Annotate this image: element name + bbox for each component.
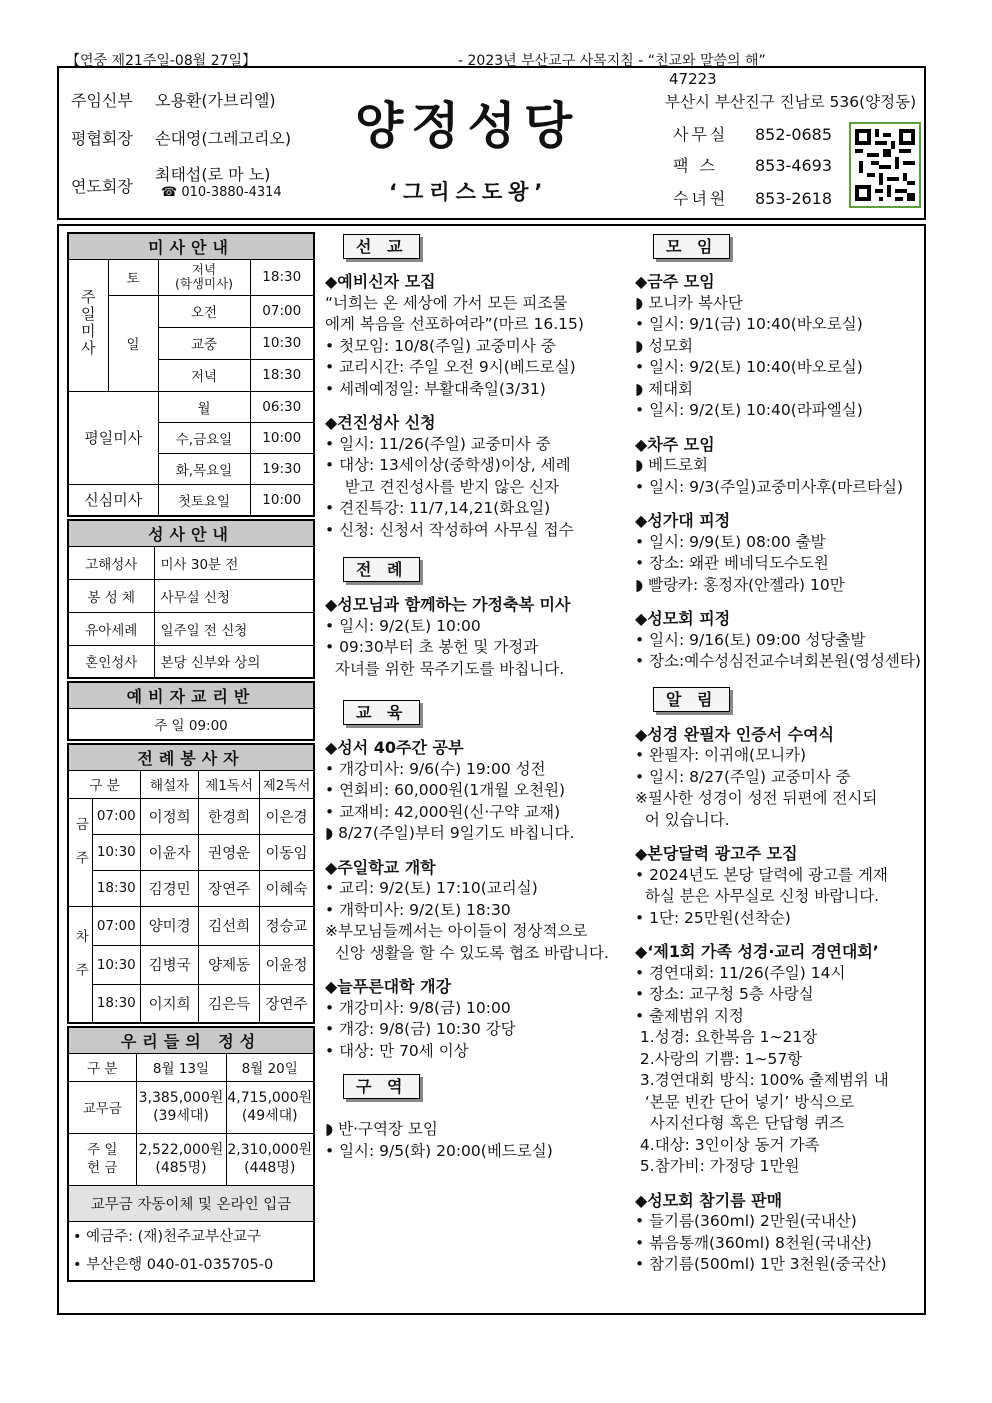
- article-line: • 견진특강: 11/7,14,21(화요일): [325, 499, 551, 517]
- right-column: [635, 234, 925, 1276]
- mass-time: 06:30: [250, 391, 314, 422]
- server-name: 이동임: [260, 834, 314, 870]
- offering-table: [67, 1026, 315, 1282]
- article-line: • 개강: 9/8(금) 10:30 강당: [325, 1020, 516, 1038]
- article-line: 5.참가비: 가정당 1만원: [635, 1157, 800, 1175]
- sacraments-table: [67, 519, 315, 679]
- bulletin-body: [57, 224, 926, 1315]
- weekday-mass-label: 평일미사: [68, 391, 158, 484]
- server-name: 이윤자: [141, 834, 199, 870]
- article-line: • 장소:예수성심전교수녀회본원(영성센타): [635, 652, 921, 670]
- article-title: ◆성모회 피정: [635, 609, 731, 628]
- sacraments-header: 성사안내: [68, 520, 314, 546]
- server-time: 07:00: [92, 798, 141, 834]
- mass-time: 07:00: [250, 295, 314, 327]
- article-line: • 세례예정일: 부활대축일(3/31): [325, 379, 546, 398]
- article-line: • 경연대회: 11/26(주일) 14시: [635, 963, 846, 982]
- server-name: 장연주: [260, 984, 314, 1023]
- servers-col-header: 해설자: [141, 770, 199, 798]
- officer-council: 평협회장 손대영(그레고리오): [71, 129, 292, 148]
- sacrament-desc: 미사 30분 전: [154, 546, 314, 579]
- district-section: [325, 1119, 621, 1162]
- middle-column: [325, 234, 621, 1162]
- article-title: ◆성가대 피정: [635, 511, 731, 530]
- article-title: ◆‘제1회 가족 성경·교리 경연대회’: [635, 942, 879, 961]
- mass-time: 18:30: [250, 359, 314, 391]
- article-title: ◆예비신자 모집: [325, 272, 436, 291]
- mass-schedule-table: [67, 232, 315, 517]
- bank-info: • 예금주: (재)천주교부산교구 • 부산은행 040-01-035705-0: [68, 1221, 314, 1281]
- article-title: ◆성모님과 함께하는 가정축복 미사: [325, 595, 571, 614]
- server-name: 정승교: [260, 906, 314, 945]
- article-line: ◗ 제대회: [635, 379, 694, 398]
- article-title: ◆금주 모임: [635, 272, 715, 291]
- article-line: ◗ 8/27(주일)부터 9일기도 바칩니다.: [325, 824, 575, 842]
- offering-col-header: 구 분: [68, 1053, 136, 1081]
- article-line: 어 있습니다.: [635, 810, 730, 829]
- article-line: • 일시: 9/2(토) 10:40(라파엘실): [635, 401, 863, 419]
- offering-col-header: 8월 13일: [136, 1053, 226, 1081]
- article-line: • 대상: 만 70세 이상: [325, 1041, 469, 1060]
- mass-time: 18:30: [250, 259, 314, 295]
- address: 부산시 부산진구 진남로 536(양정동): [665, 93, 917, 111]
- mass-time: 10:00: [250, 484, 314, 516]
- sacrament-desc: 본당 신부와 상의: [154, 645, 314, 678]
- article-line: • 연회비: 60,000원(1개월 오천원): [325, 781, 566, 799]
- server-name: 이정희: [141, 798, 199, 834]
- article-line: • 대상: 13세이상(중학생)이상, 세례: [325, 456, 571, 474]
- section-tag-liturgy: 전 례: [343, 557, 420, 582]
- article-line: • 신청: 신청서 작성하여 사무실 접수: [325, 520, 574, 539]
- mass-schedule-header: 미사안내: [68, 233, 314, 259]
- article-line: • 일시: 11/26(주일) 교중미사 중: [325, 434, 551, 453]
- sacrament-name: 혼인성사: [68, 645, 154, 678]
- article-line: 자녀를 위한 묵주기도를 바칩니다.: [325, 659, 565, 678]
- server-name: 김은득: [199, 984, 260, 1023]
- article-line: • 일시: 9/2(토) 10:00: [325, 616, 481, 635]
- article-line: • 첫모임: 10/8(주일) 교중미사 중: [325, 336, 556, 355]
- mission-section: [325, 271, 621, 541]
- section-tag-mission: 선 교: [343, 234, 420, 259]
- servers-table: [67, 743, 315, 1024]
- auto-transfer-header: 교무금 자동이체 및 온라인 입금: [68, 1185, 314, 1221]
- article-title: ◆차주 모임: [635, 434, 715, 454]
- article-line: ◗ 모니카 복사단: [635, 293, 743, 312]
- article-title: ◆본당달력 광고주 모집: [635, 844, 798, 863]
- section-tag-meetings: 모 임: [653, 234, 730, 259]
- article-line: • 볶음통깨(360ml) 8천원(국내산): [635, 1233, 872, 1252]
- section-tag-notices: 알 림: [653, 687, 730, 712]
- article-line: • 1단: 25만원(선착순): [635, 908, 791, 927]
- mass-name: 월: [158, 391, 250, 422]
- officer-phone: ☎ 010-3880-4314: [161, 185, 282, 200]
- server-name: 이은경: [260, 798, 314, 834]
- article-line: • 교리: 9/2(토) 17:10(교리실): [325, 879, 538, 897]
- server-name: 양미경: [141, 906, 199, 945]
- sacrament-desc: 일주일 전 신청: [154, 612, 314, 645]
- phone-fax: 팩 스 853-4693: [673, 156, 833, 175]
- server-name: 이지희: [141, 984, 199, 1023]
- officer-yeondo: 연도회장 최태섭(로 마 노) ☎ 010-3880-4314: [71, 165, 282, 200]
- mass-name: 교중: [158, 327, 250, 359]
- mass-name: 첫토요일: [158, 484, 250, 516]
- officer-pastor: 주임신부 오용환(가브리엘): [71, 91, 276, 110]
- server-name: 이혜숙: [260, 870, 314, 906]
- server-time: 10:30: [92, 945, 141, 984]
- mass-time: 10:00: [250, 422, 314, 453]
- article-line: • 2024년도 본당 달력에 광고를 게재: [635, 865, 888, 884]
- article-line: • 개강미사: 9/6(수) 19:00 성전: [325, 759, 546, 778]
- sunday-mass-label: 주일미사: [68, 259, 108, 391]
- education-section: [325, 737, 621, 1062]
- catechumen-time: 주 일 09:00: [68, 708, 314, 740]
- article-line: • 장소: 교구청 5층 사랑실: [635, 985, 814, 1003]
- article-line: • 일시: 8/27(주일) 교중미사 중: [635, 767, 851, 786]
- mass-name: 수,금요일: [158, 422, 250, 453]
- article-line: “너희는 온 세상에 가서 모든 피조물: [325, 293, 568, 312]
- article-line: • 일시: 9/16(토) 09:00 성당출발: [635, 630, 866, 649]
- offering-col-header: 8월 20일: [226, 1053, 314, 1081]
- article-line: 하실 분은 사무실로 신청 바랍니다.: [635, 887, 880, 905]
- article-line: ※필사한 성경이 성전 뒤편에 전시되: [635, 789, 878, 807]
- sacrament-desc: 사무실 신청: [154, 579, 314, 612]
- issue-date: 【연중 제21주일-08월 27일】: [66, 53, 257, 69]
- offering-amount: 2,310,000원 (448명): [226, 1133, 314, 1185]
- server-name: 장연주: [199, 870, 260, 906]
- article-line: 에게 복음을 선포하여라”(마르 16.15): [325, 315, 584, 333]
- servers-col-header: 제1독서: [199, 770, 260, 798]
- server-name: 김경민: [141, 870, 199, 906]
- sunday-label: 일: [108, 295, 158, 391]
- offering-header: 우리들의 정성: [68, 1027, 314, 1053]
- mass-name: 화,목요일: [158, 453, 250, 484]
- top-line: [60, 48, 928, 68]
- liturgy-section: [325, 594, 621, 680]
- article-line: 신앙 생활을 할 수 있도록 협조 바랍니다.: [325, 943, 609, 962]
- phone-office: 사무실 852-0685: [673, 125, 833, 144]
- mass-name: 저녁 (학생미사): [158, 259, 250, 295]
- server-time: 10:30: [92, 834, 141, 870]
- article-line: • 개학미사: 9/2(토) 18:30: [325, 900, 511, 919]
- catechumen-header: 예비자교리반: [68, 682, 314, 708]
- section-tag-district: 구 역: [343, 1074, 420, 1099]
- server-name: 한경희: [199, 798, 260, 834]
- article-line: ◗ 반·구역장 모임: [325, 1120, 438, 1138]
- servers-header: 전례봉사자: [68, 744, 314, 770]
- catechumen-table: [67, 681, 315, 741]
- article-line: • 교리시간: 주일 오전 9시(베드로실): [325, 358, 576, 376]
- section-tag-education: 교 육: [343, 700, 420, 725]
- server-name: 권영운: [199, 834, 260, 870]
- sacrament-name: 고해성사: [68, 546, 154, 579]
- masthead: [57, 66, 926, 220]
- server-time: 18:30: [92, 984, 141, 1023]
- article-line: • 일시: 9/1(금) 10:40(바오로실): [635, 315, 863, 333]
- article-line: 1.성경: 요한복음 1∼21장: [635, 1028, 818, 1046]
- article-line: • 개강미사: 9/8(금) 10:00: [325, 998, 511, 1017]
- article-line: • 완필자: 이귀애(모니카): [635, 746, 807, 764]
- article-title: ◆성서 40주간 공부: [325, 738, 464, 757]
- article-line: 사지선다형 혹은 단답형 퀴즈: [635, 1114, 845, 1132]
- server-name: 이윤정: [260, 945, 314, 984]
- server-time: 07:00: [92, 906, 141, 945]
- sacrament-name: 유아세례: [68, 612, 154, 645]
- mass-time: 10:30: [250, 327, 314, 359]
- article-title: ◆성모회 참기름 판매: [635, 1190, 783, 1210]
- article-line: ‘본문 빈칸 단어 넣기’ 방식으로: [635, 1092, 855, 1111]
- servers-col-header: 제2독서: [260, 770, 314, 798]
- sacrament-name: 봉 성 체: [68, 579, 154, 612]
- offering-amount: 3,385,000원 (39세대): [136, 1081, 226, 1133]
- week-label: 금주: [68, 798, 92, 906]
- article-line: ◗ 빨랑카: 홍정자(안젤라) 10만: [635, 575, 845, 594]
- qr-code-icon: [849, 122, 921, 208]
- article-line: • 일시: 9/5(화) 20:00(베드로실): [325, 1141, 553, 1160]
- article-line: • 일시: 9/2(토) 10:40(바오로실): [635, 358, 863, 376]
- offering-row-name: 교무금: [68, 1081, 136, 1133]
- article-line: 2.사랑의 기쁨: 1∼57항: [635, 1049, 803, 1068]
- article-title: ◆주일학교 개학: [325, 857, 436, 877]
- devotional-mass-label: 신심미사: [68, 484, 158, 516]
- saturday-label: 토: [108, 259, 158, 295]
- left-info-column: [67, 232, 315, 1282]
- page-subtitle: ‘그리스도왕’: [389, 180, 549, 204]
- article-line: 4.대상: 3인이상 동거 가족: [635, 1135, 820, 1154]
- server-name: 김선희: [199, 906, 260, 945]
- offering-row-name: 주 일 헌 금: [68, 1133, 136, 1185]
- phone-convent: 수녀원 853-2618: [673, 189, 833, 208]
- article-line: • 일시: 9/3(주일)교중미사후(마르타실): [635, 477, 904, 496]
- article-line: 받고 견진성사를 받지 않은 신자: [325, 477, 560, 496]
- article-line: • 교재비: 42,000원(신·구약 교재): [325, 802, 561, 821]
- article-line: ◗ 베드로회: [635, 456, 708, 474]
- article-line: • 09:30부터 초 봉헌 및 가정과: [325, 638, 539, 656]
- article-line: • 들기름(360ml) 2만원(국내산): [635, 1212, 857, 1230]
- offering-amount: 4,715,000원 (49세대): [226, 1081, 314, 1133]
- article-line: ◗ 성모회: [635, 336, 694, 355]
- article-line: ※부모님들께서는 아이들이 정상적으로: [325, 922, 588, 940]
- article-line: • 출제범위 지정: [635, 1006, 744, 1025]
- meetings-section: [635, 271, 925, 673]
- article-line: • 참기름(500ml) 1만 3천원(중국산): [635, 1255, 887, 1273]
- article-line: • 일시: 9/9(토) 08:00 출발: [635, 532, 826, 551]
- mass-name: 저녁: [158, 359, 250, 391]
- diocese-motto: - 2023년 부산교구 사목지침 - “친교와 말씀의 해”: [458, 53, 766, 69]
- notices-section: [635, 724, 925, 1276]
- article-line: • 장소: 왜관 베네딕도수도원: [635, 554, 829, 572]
- week-label: 차주: [68, 906, 92, 1023]
- servers-col-header: 구 분: [68, 770, 141, 798]
- article-line: 3.경연대회 방식: 100% 출제범위 내: [635, 1071, 889, 1089]
- page-title: 양정성당: [355, 97, 581, 155]
- server-name: 김병국: [141, 945, 199, 984]
- article-title: ◆견진성사 신청: [325, 413, 436, 432]
- article-title: ◆늘푸른대학 개강: [325, 977, 452, 996]
- offering-amount: 2,522,000원 (485명): [136, 1133, 226, 1185]
- mass-time: 19:30: [250, 453, 314, 484]
- article-title: ◆성경 완필자 인증서 수여식: [635, 724, 835, 744]
- mass-name: 오전: [158, 295, 250, 327]
- server-name: 양제동: [199, 945, 260, 984]
- server-time: 18:30: [92, 870, 141, 906]
- zip-code: 47223: [669, 70, 717, 88]
